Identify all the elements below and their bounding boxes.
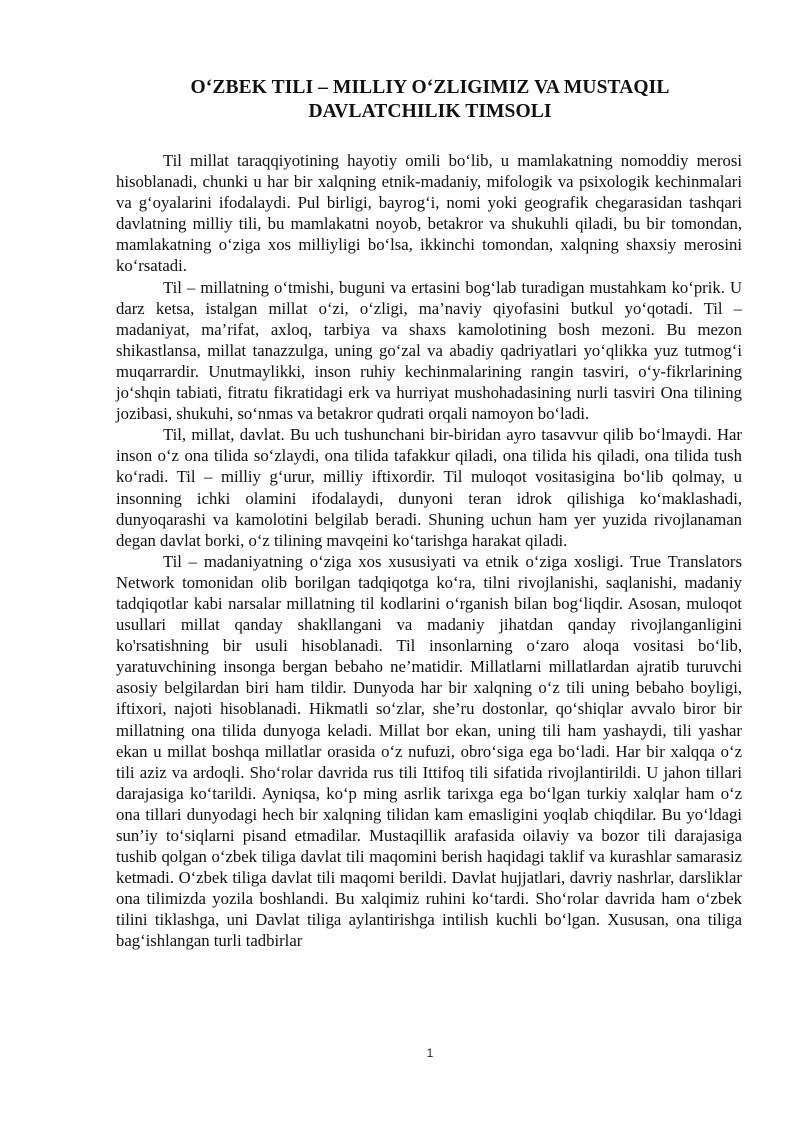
title-line-2: DAVLATCHILIK TIMSOLI [308, 101, 552, 122]
paragraph: Til – millatning o‘tmishi, buguni va ertasini bog‘lab turadigan mustahkam ko‘prik. U darz ketsa, istalgan millat o‘zi, o‘zligi, ma’naviy qiyofasini butkul yo‘qotadi. Til – madaniyat, ma’rifat, axloq, tarbiya va shaxs kamolotining bosh mezoni. Bu mezon shikastlansa, millat tanazzulga, uning go‘zal va abadiy qadriyatlari yo‘qlikka yuz tutmog‘i muqarrardir. Unutmaylikki, inson ruhiy kechinmalarining rangin tasviri, o‘y-fikrlarining jo‘shqin tabiati, fitratu fikratidagi erk va hurriyat mushohadasining nurli tasviri Ona tilining jozibasi, shukuhi, so‘nmas va betakror qudrati orqali namoyon bo‘ladi. [116, 277, 742, 424]
paragraph: Til – madaniyatning o‘ziga xos xususiyati va etnik o‘ziga xosligi. True Translators Network tomonidan olib borilgan tadqiqotga ko‘ra, tilni rivojlanishi, saqlanishi, madaniy tadqiqotlar kabi narsalar millatning til kodlarini o‘rganish bilan bog‘liqdir. Asosan, muloqot usullari millat qanday shakllangani va madaniy jihatdan qanday rivojlanganligini ko'rsatishning bir usuli hisoblanadi. Til insonlarning o‘zaro aloqa vositasi bo‘lib, yaratuvchining insonga bergan bebaho ne’matidir. Millatlarni millatlardan ajratib turuvchi asosiy belgilardan biri ham tildir. Dunyoda har bir xalqning o‘z tili uning bebaho boyligi, iftixori, najoti hisoblanadi. Hikmatli so‘zlar, she’ru dostonlar, qo‘shiqlar avvalo biror bir millatning ona tilida dunyoga keladi. Millat bor ekan, uning tili ham yashaydi, tili yashar ekan u millat boshqa millatlar orasida o‘z nufuzi, obro‘siga ega bo‘ladi. Har bir xalqqa o‘z tili aziz va ardoqli. Sho‘rolar davrida rus tili Ittifoq tili sifatida rivojlantirildi. U jahon tillari darajasiga ko‘tarildi. Ayniqsa, ko‘p ming asrlik tarixga ega bo‘lgan turkiy xalqlar ham o‘z ona tillari dunyodagi hech bir xalqning tilidan kam emasligini yoqlab chiqdilar. Bu yo‘ldagi sun’iy to‘siqlarni pisand etmadilar. Mustaqillik arafasida oilaviy va bozor tili darajasiga tushib qolgan o‘zbek tiliga davlat tili maqomini berish haqidagi taklif va kurashlar samarasiz ketmadi. O‘zbek tiliga davlat tili maqomi berildi. Davlat hujjatlari, davriy nashrlar, darsliklar ona tilimizda yozila boshlandi. Bu xalqimiz ruhini ko‘tardi. Sho‘rolar davrida ham o‘zbek tilini tiklashga, uni Davlat tiliga aylantirishga intilish kuchli bo‘lgan. Xususan, ona tiliga bag‘ishlangan turli tadbirlar [116, 551, 742, 951]
paragraph: Til millat taraqqiyotining hayotiy omili bo‘lib, u mamlakatning nomoddiy merosi hisoblanadi, chunki u har bir xalqning etnik-madaniy, mifologik va psixologik kechinmalari va g‘oyalarini ifodalaydi. Pul birligi, bayrog‘i, nomi yoki geografik chegarasidan tashqari davlatning milliy tili, bu mamlakatni noyob, betakror va shukuhli qiladi, bu bir tomondan, mamlakatning o‘ziga xos milliyligi bo‘lsa, ikkinchi tomondan, xalqning shaxsiy merosini ko‘rsatadi. [116, 151, 742, 276]
paragraph: Til, millat, davlat. Bu uch tushunchani bir-biridan ayro tasavvur qilib bo‘lmaydi. Har inson o‘z ona tilida so‘zlaydi, ona tilida tafakkur qiladi, ona tilida his qiladi, ona tilida tush ko‘radi. Til – milliy g‘urur, milliy iftixordir. Til muloqot vositasigina bo‘lib qolmay, u insonning ichki olamini ifodalaydi, dunyoni teran idrok qilishiga ko‘maklashadi, dunyoqarashi va kamolotini belgilab beradi. Shuning uchun ham yer yuzida rivojlanaman degan davlat borki, o‘z tilining mavqeini ko‘tarishga harakat qiladi. [116, 425, 742, 550]
page-number: 1 [426, 1046, 434, 1060]
page-title [116, 76, 744, 124]
body-text [116, 150, 742, 952]
title-line-1: O‘ZBEK TILI – MILLIY O‘ZLIGIMIZ VA MUSTAQIL [190, 77, 670, 98]
